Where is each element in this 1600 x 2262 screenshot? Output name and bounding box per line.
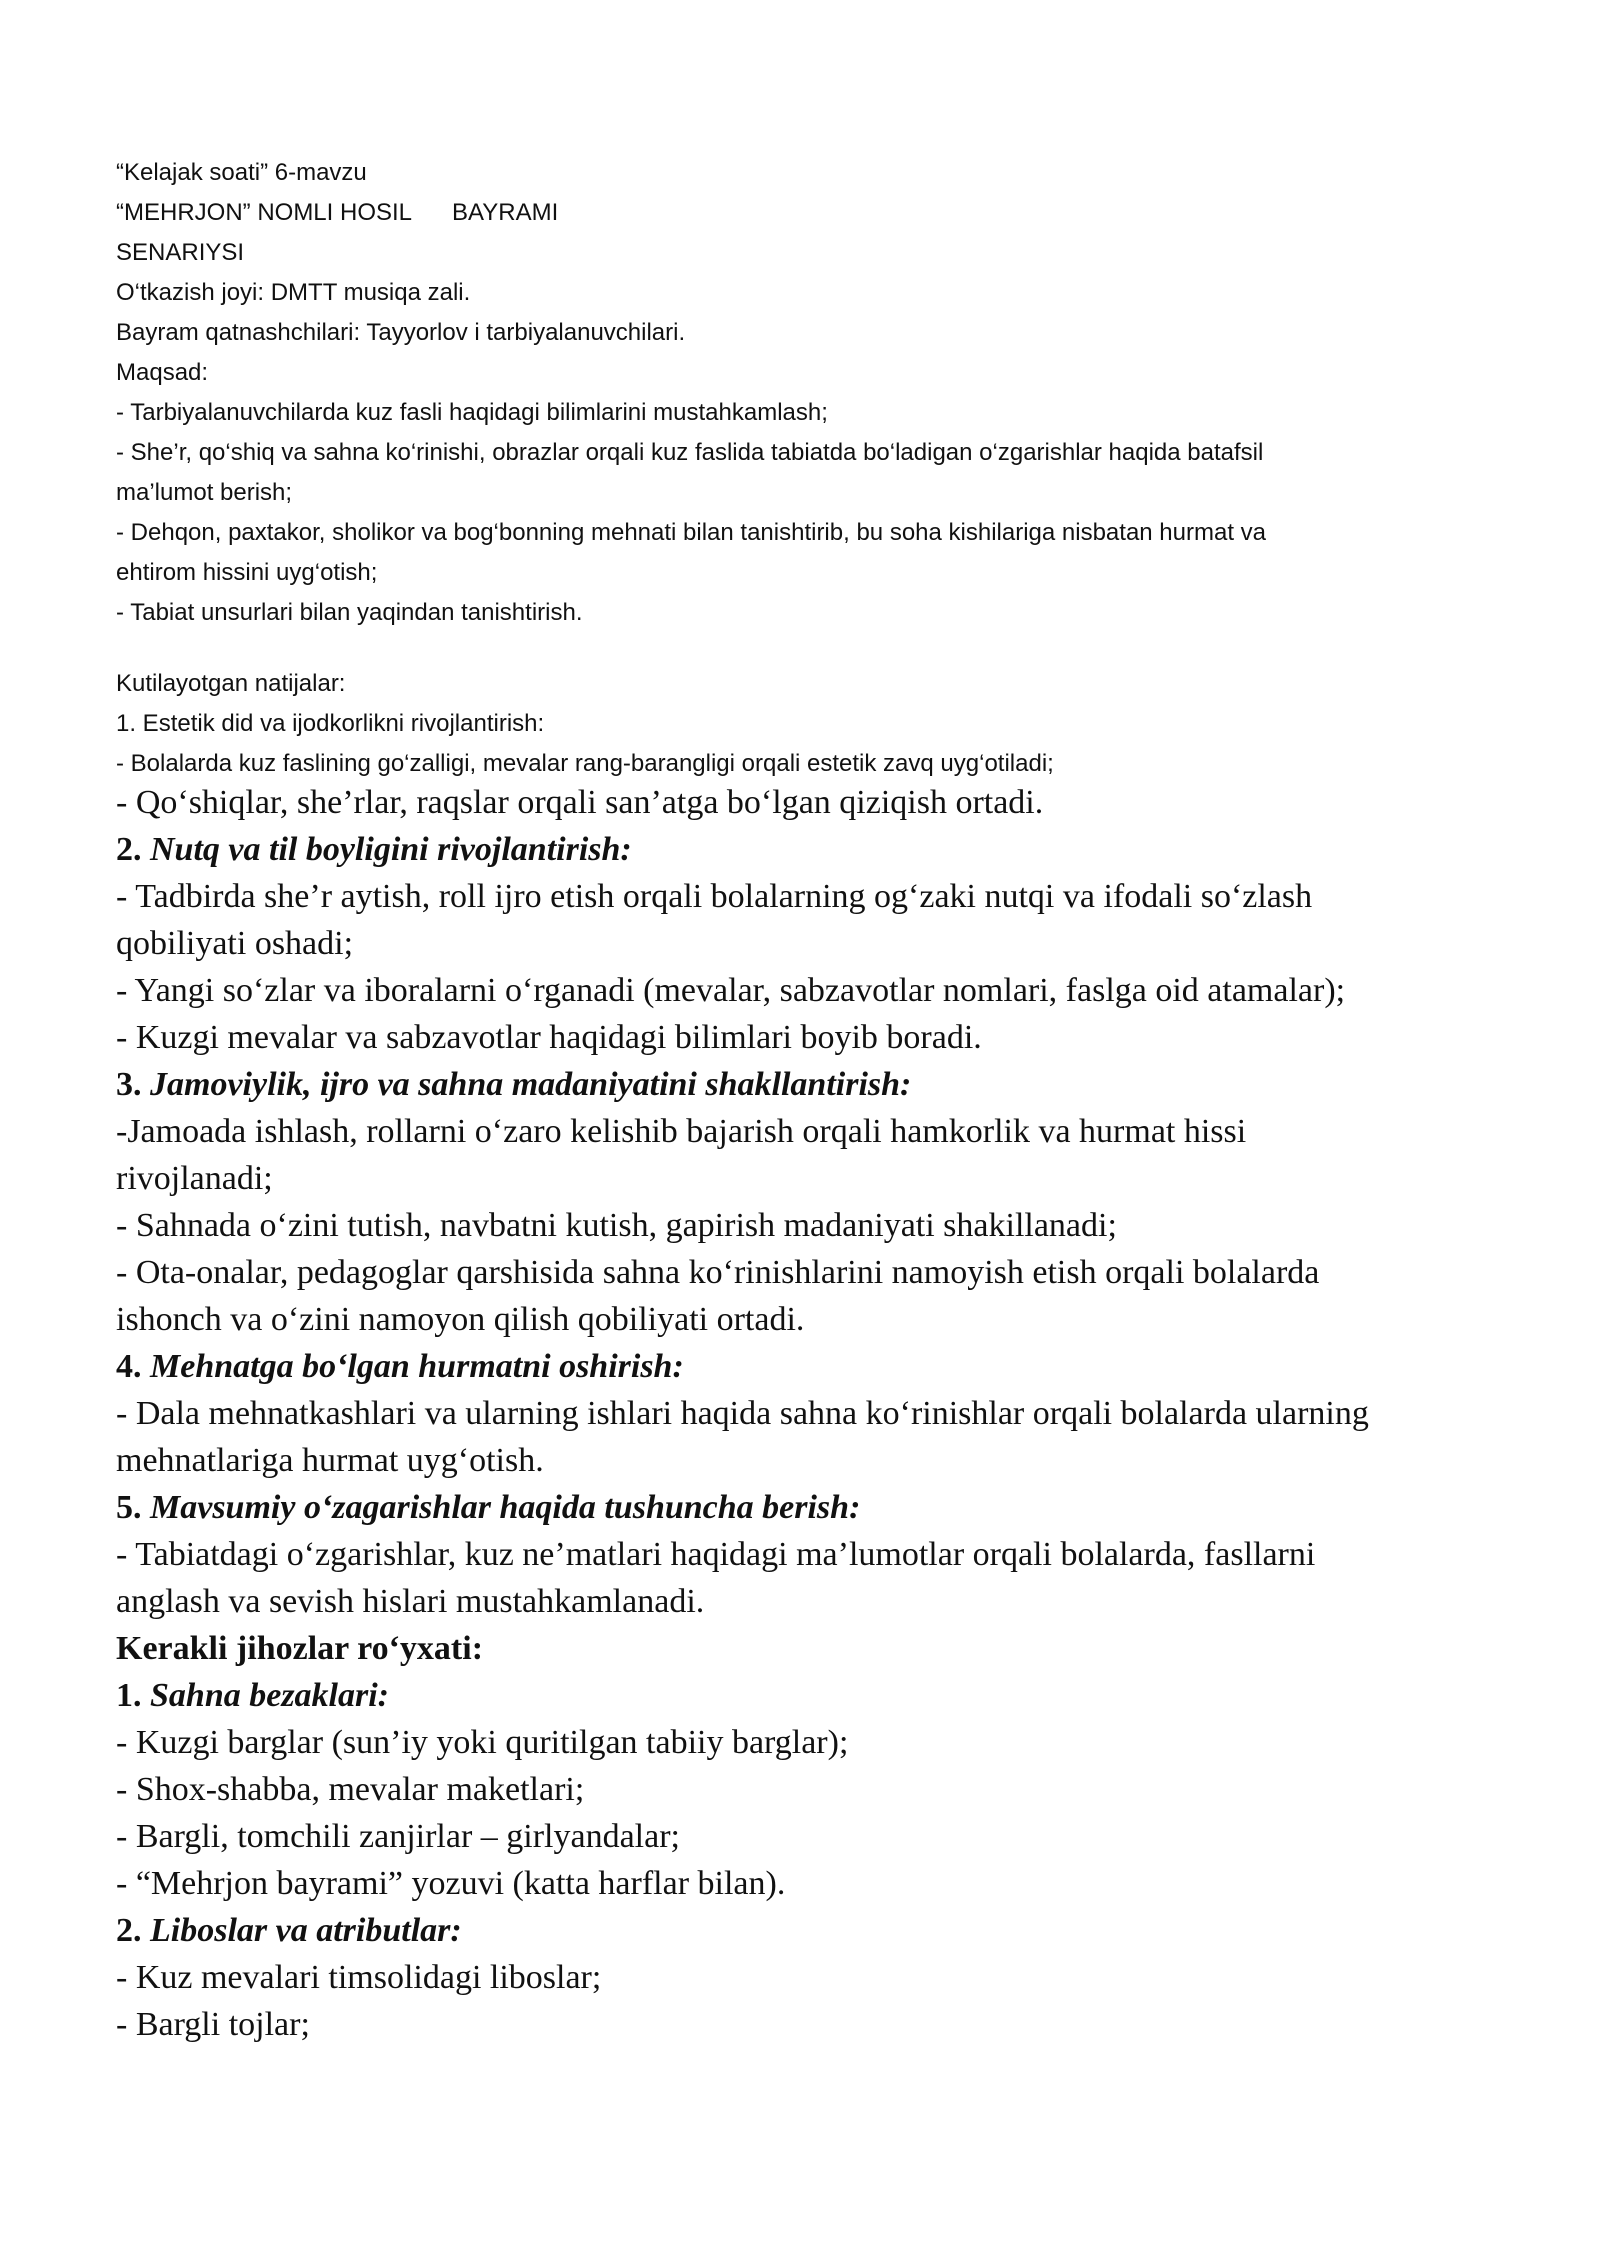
goal-item: - She’r, qo‘shiq va sahna ko‘rinishi, obrazlar orqali kuz faslida tabiatda bo‘ladigan o‘zgarishlar haqida batafsil bbox=[116, 439, 1264, 466]
results-title: Kutilayotgan natijalar: bbox=[116, 670, 346, 697]
equipment-section-2-heading bbox=[116, 1907, 1516, 1954]
section-number: 1. bbox=[116, 1677, 142, 1714]
goal-title: Maqsad: bbox=[116, 359, 209, 386]
result-section-2-heading bbox=[116, 826, 1516, 873]
body-line: ishonch va o‘zini namoyon qilish qobiliyati ortadi. bbox=[116, 1301, 805, 1338]
section-title: Nutq va til boyligini rivojlantirish: bbox=[150, 831, 632, 868]
intro-block bbox=[116, 153, 1476, 633]
goal-item: ma’lumot berish; bbox=[116, 479, 293, 506]
result-section-3-heading bbox=[116, 1061, 1516, 1108]
section-title: Mehnatga bo‘lgan hurmatni oshirish: bbox=[150, 1348, 684, 1385]
participants-line: Bayram qatnashchilari: Tayyorlov i tarbiyalanuvchilari. bbox=[116, 319, 686, 346]
list-item: - Kuz mevalari timsolidagi liboslar; bbox=[116, 1959, 602, 1996]
body-line: - Tadbirda she’r aytish, roll ijro etish orqali bolalarning og‘zaki nutqi va ifodali so‘zlash bbox=[116, 878, 1313, 915]
result-section-1-line: - Qo‘shiqlar, she’rlar, raqslar orqali san’atga bo‘lgan qiziqish ortadi. bbox=[116, 784, 1044, 821]
goal-item: - Tarbiyalanuvchilarda kuz fasli haqidagi bilimlarini mustahkamlash; bbox=[116, 399, 828, 426]
goal-item: - Dehqon, paxtakor, sholikor va bog‘bonning mehnati bilan tanishtirib, bu soha kishilariga nisbatan hurmat va bbox=[116, 519, 1267, 546]
result-section-1-line: - Bolalarda kuz faslining go‘zalligi, mevalar rang-barangligi orqali estetik zavq uyg‘otiladi; bbox=[116, 750, 1054, 777]
body-line: - Ota-onalar, pedagoglar qarshisida sahna ko‘rinishlarini namoyish etish orqali bolalarda bbox=[116, 1254, 1320, 1291]
result-section-5-heading bbox=[116, 1484, 1516, 1531]
result-section-4-heading bbox=[116, 1343, 1516, 1390]
section-number: 4. bbox=[116, 1348, 142, 1385]
title-line bbox=[116, 193, 1476, 233]
body-line: anglash va sevish hislari mustahkamlanadi. bbox=[116, 1583, 705, 1620]
list-item: - “Mehrjon bayrami” yozuvi (katta harflar bilan). bbox=[116, 1865, 786, 1902]
goal-item: - Tabiat unsurlari bilan yaqindan tanishtirish. bbox=[116, 599, 583, 626]
body-line: - Tabiatdagi o‘zgarishlar, kuz ne’matlari haqidagi ma’lumotlar orqali bolalarda, fasllarni bbox=[116, 1536, 1316, 1573]
section-title: Liboslar va atributlar: bbox=[150, 1912, 462, 1949]
topic-line: “Kelajak soati” 6-mavzu bbox=[116, 159, 367, 186]
results-intro-block bbox=[116, 664, 1476, 784]
equipment-title: Kerakli jihozlar ro‘yxati: bbox=[116, 1630, 484, 1667]
section-title: Mavsumiy o‘zagarishlar haqida tushuncha berish: bbox=[150, 1489, 861, 1526]
title-part-1: “MEHRJON” NOMLI HOSIL bbox=[116, 199, 413, 226]
section-number: 5. bbox=[116, 1489, 142, 1526]
section-number: 2. bbox=[116, 831, 142, 868]
venue-line: O‘tkazish joyi: DMTT musiqa zali. bbox=[116, 279, 471, 306]
body-line: - Yangi so‘zlar va iboralarni o‘rganadi (mevalar, sabzavotlar nomlari, faslga oid atamalar); bbox=[116, 972, 1346, 1009]
body-line: - Kuzgi mevalar va sabzavotlar haqidagi bilimlari boyib boradi. bbox=[116, 1019, 982, 1056]
body-line: -Jamoada ishlash, rollarni o‘zaro kelishib bajarish orqali hamkorlik va hurmat hissi bbox=[116, 1113, 1247, 1150]
list-item: - Bargli, tomchili zanjirlar – girlyandalar; bbox=[116, 1818, 680, 1855]
result-section-1-title: 1. Estetik did va ijodkorlikni rivojlantirish: bbox=[116, 710, 545, 737]
main-serif-block bbox=[116, 779, 1516, 2048]
section-number: 2. bbox=[116, 1912, 142, 1949]
body-line: mehnatlariga hurmat uyg‘otish. bbox=[116, 1442, 544, 1479]
equipment-section-1-heading bbox=[116, 1672, 1516, 1719]
body-line: qobiliyati oshadi; bbox=[116, 925, 354, 962]
body-line: - Dala mehnatkashlari va ularning ishlari haqida sahna ko‘rinishlar orqali bolalarda ularning bbox=[116, 1395, 1369, 1432]
body-line: - Sahnada o‘zini tutish, navbatni kutish, gapirish madaniyati shakillanadi; bbox=[116, 1207, 1117, 1244]
body-line: rivojlanadi; bbox=[116, 1160, 273, 1197]
section-number: 3. bbox=[116, 1066, 142, 1103]
section-title: Sahna bezaklari: bbox=[150, 1677, 389, 1714]
list-item: - Kuzgi barglar (sun’iy yoki quritilgan tabiiy barglar); bbox=[116, 1724, 849, 1761]
list-item: - Shox-shabba, mevalar maketlari; bbox=[116, 1771, 585, 1808]
goal-item: ehtirom hissini uyg‘otish; bbox=[116, 559, 378, 586]
section-title: Jamoviylik, ijro va sahna madaniyatini shakllantirish: bbox=[150, 1066, 912, 1103]
list-item: - Bargli tojlar; bbox=[116, 2006, 310, 2043]
title-part-2: BAYRAMI bbox=[452, 199, 559, 226]
title-line-2: SENARIYSI bbox=[116, 239, 245, 266]
